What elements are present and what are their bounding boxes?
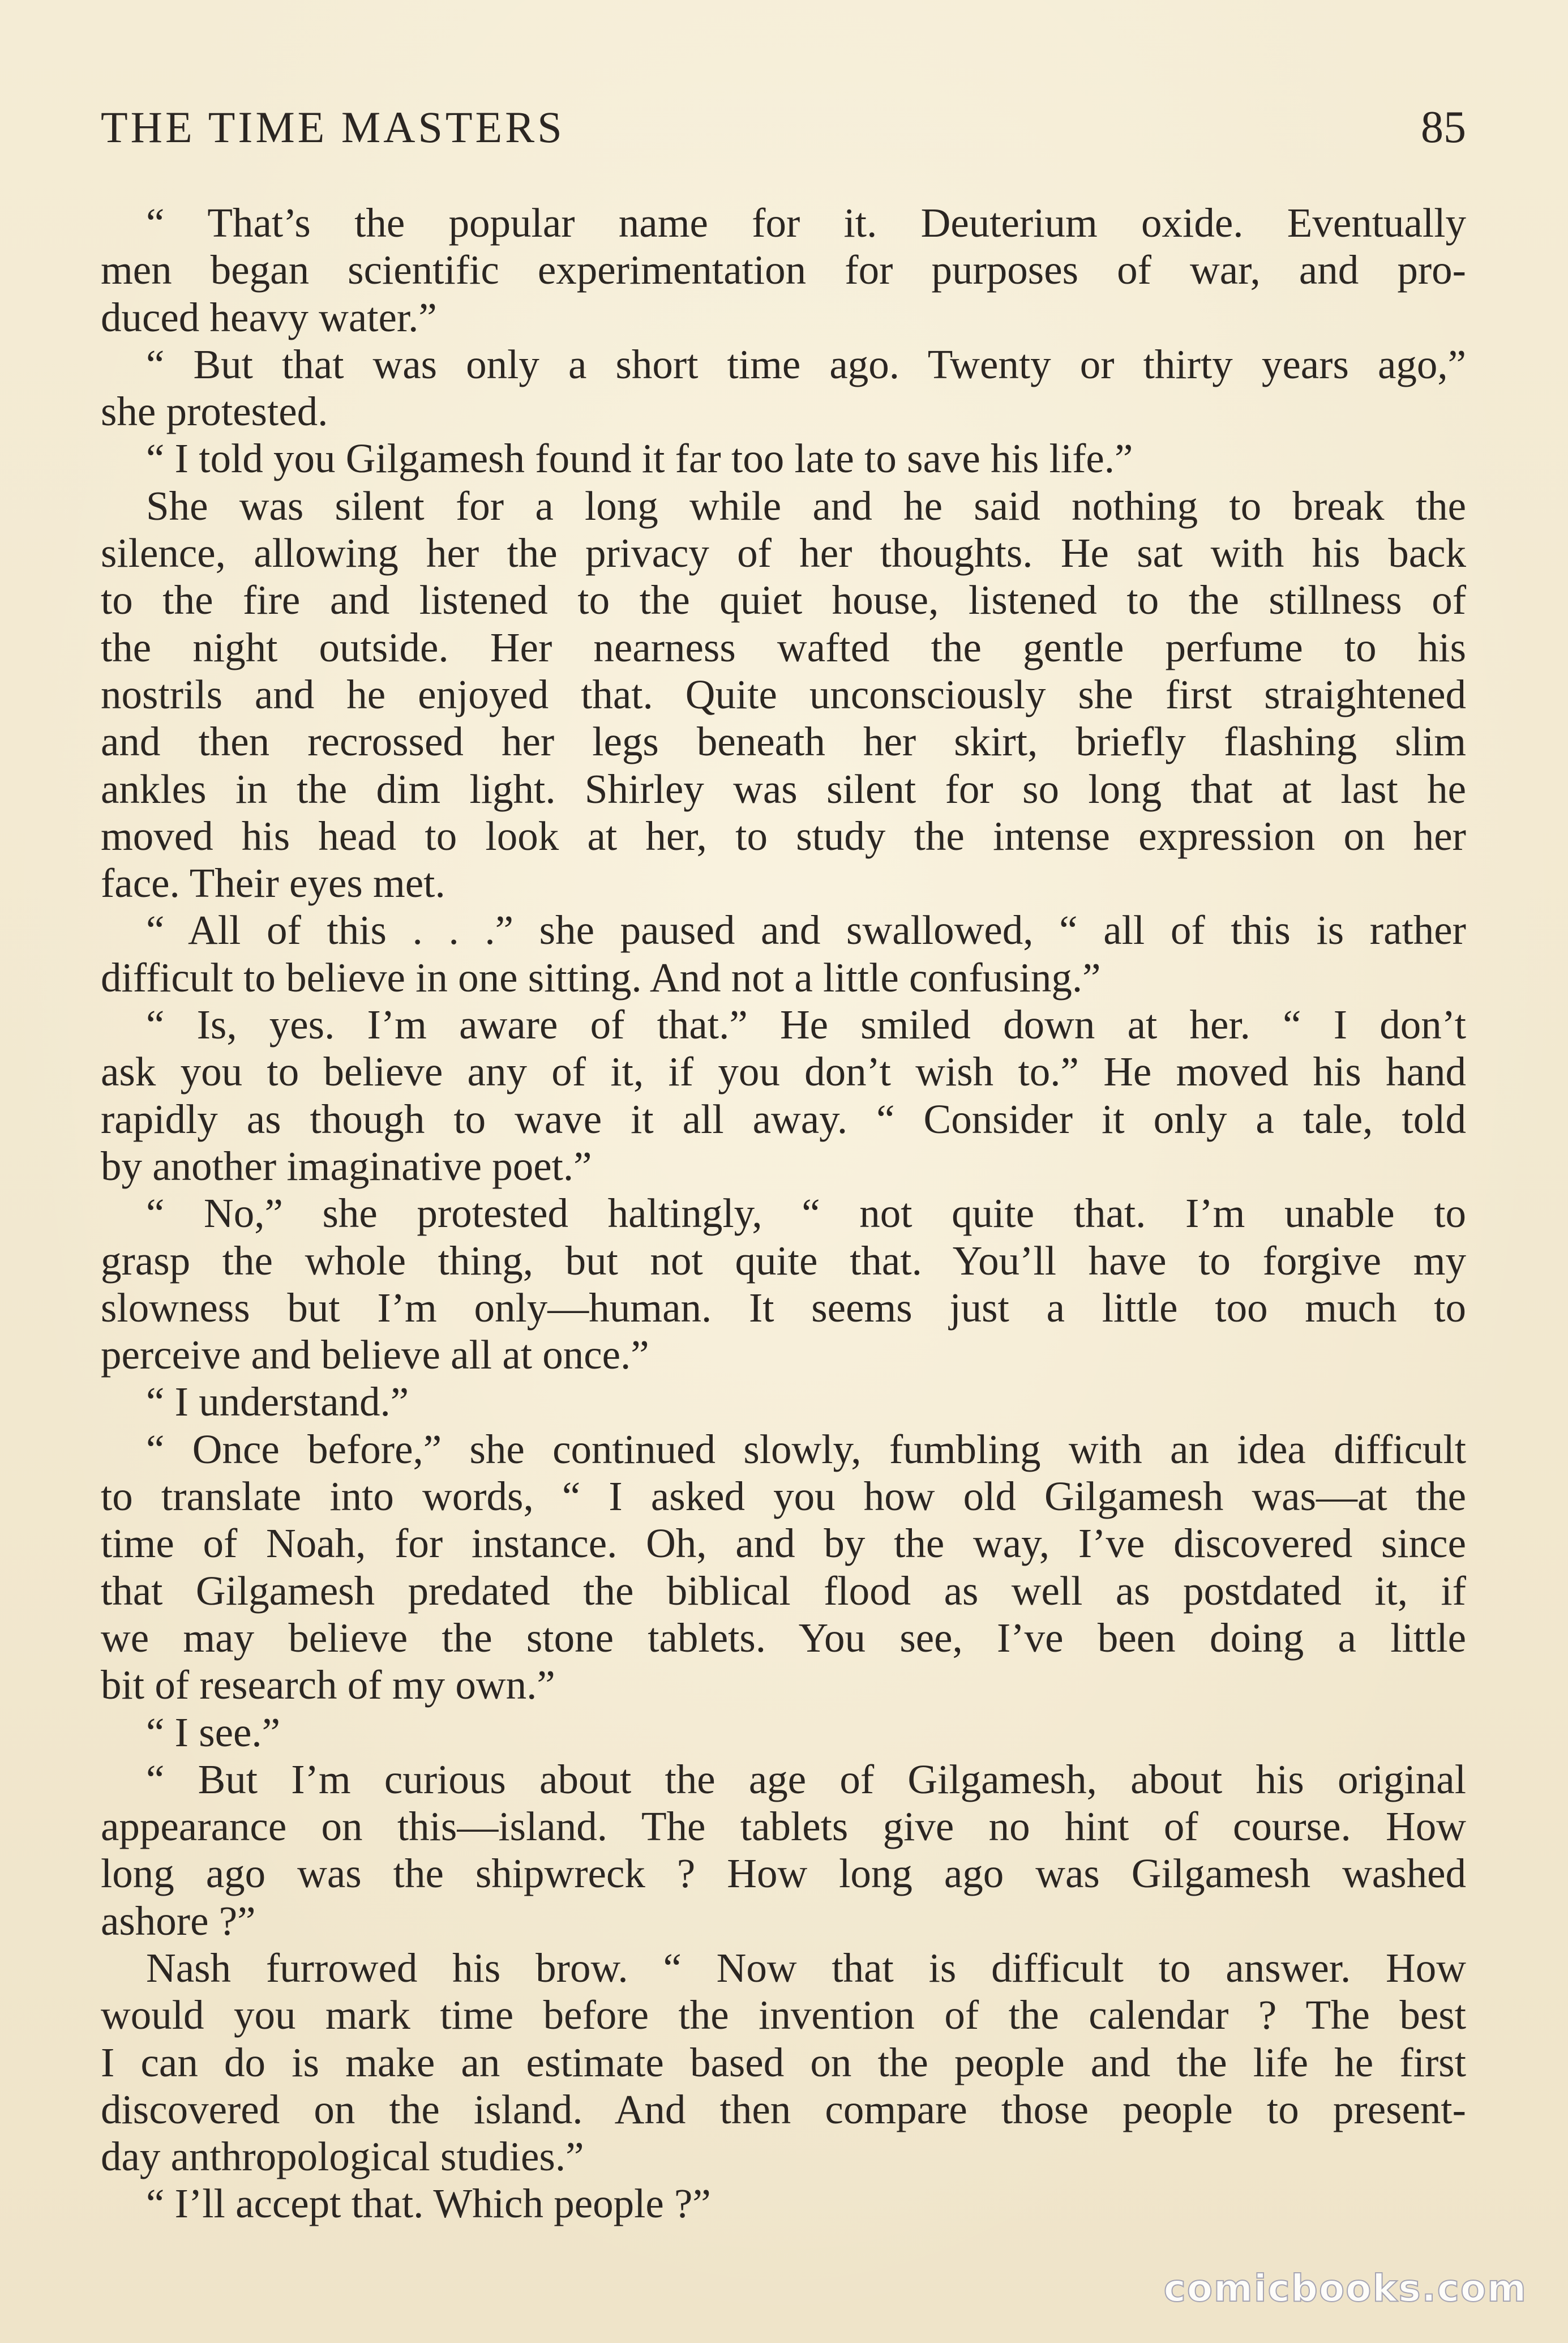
page-number: 85 [1421,102,1466,152]
text-line: “ Once before,” she continued slowly, fumbling with an idea difficult [146,1426,1466,1472]
text-line: She was silent for a long while and he said nothing to break the [146,482,1466,529]
text-line: “ All of this . . .” she paused and swallowed, “ all of this is rather [146,907,1466,954]
text-line: ankles in the dim light. Shirley was silent for so long that at last he [101,766,1466,812]
text-line: time of Noah, for instance. Oh, and by the way, I’ve discovered since [101,1520,1466,1567]
text-line: men began scientific experimentation for purposes of war, and pro- [101,247,1466,293]
page-header [101,96,1466,159]
text-line: to translate into words, “ I asked you how old Gilgamesh was—at the [101,1473,1466,1520]
text-line: to the fire and listened to the quiet house, listened to the stillness of [101,577,1466,623]
text-line: by another imaginative poet.” [101,1143,592,1189]
text-line: discovered on the island. And then compare those people to present- [101,2086,1466,2132]
text-line: and then recrossed her legs beneath her skirt, briefly flashing slim [101,719,1466,765]
body-text [101,199,1466,2227]
text-line: “ I told you Gilgamesh found it far too late to save his life.” [146,435,1133,482]
text-line: bit of research of my own.” [101,1662,555,1708]
text-line: moved his head to look at her, to study the intense expression on her [101,813,1466,859]
text-line: I can do is make an estimate based on the people and the life he first [101,2039,1466,2085]
text-line: “ But that was only a short time ago. Twenty or thirty years ago,” [146,341,1466,387]
text-line: silence, allowing her the privacy of her thoughts. He sat with his back [101,530,1466,576]
text-line: that Gilgamesh predated the biblical flood as well as postdated it, if [101,1567,1466,1614]
text-line: “ I see.” [146,1709,281,1755]
text-line: “ I understand.” [146,1379,409,1425]
watermark-logo: comicbooks.com [1163,2267,1527,2310]
text-line: rapidly as though to wave it all away. “ Consider it only a tale, told [101,1096,1466,1142]
text-line: long ago was the shipwreck ? How long ago was Gilgamesh washed [101,1850,1466,1897]
text-line: “ That’s the popular name for it. Deuterium oxide. Eventually [146,200,1466,246]
text-line: appearance on this—island. The tablets give no hint of course. How [101,1803,1466,1850]
text-line: perceive and believe all at once.” [101,1332,649,1378]
running-title: THE TIME MASTERS [101,102,565,152]
text-line: she protested. [101,388,328,435]
text-line: face. Their eyes met. [101,860,445,907]
text-line: nostrils and he enjoyed that. Quite unconsciously she first straightened [101,671,1466,717]
text-line: the night outside. Her nearness wafted the gentle perfume to his [101,624,1466,670]
text-line: “ Is, yes. I’m aware of that.” He smiled down at her. “ I don’t [146,1002,1466,1048]
text-line: day anthropological studies.” [101,2134,584,2180]
text-line: “ I’ll accept that. Which people ?” [146,2180,711,2227]
text-line: Nash furrowed his brow. “ Now that is difficult to answer. How [146,1944,1466,1991]
text-line: ashore ?” [101,1897,256,1944]
text-line: “ But I’m curious about the age of Gilgamesh, about his original [146,1756,1466,1802]
text-line: we may believe the stone tablets. You see, I’ve been doing a little [101,1614,1466,1661]
text-line: difficult to believe in one sitting. And not a little confusing.” [101,954,1101,1001]
text-line: slowness but I’m only—human. It seems just a little too much to [101,1284,1466,1331]
text-line: “ No,” she protested haltingly, “ not quite that. I’m unable to [146,1190,1466,1237]
text-line: grasp the whole thing, but not quite that. You’ll have to forgive my [101,1237,1466,1284]
text-line: would you mark time before the invention of the calendar ? The best [101,1992,1466,2038]
text-line: ask you to believe any of it, if you don’t wish to.” He moved his hand [101,1049,1466,1095]
text-line: duced heavy water.” [101,294,437,340]
